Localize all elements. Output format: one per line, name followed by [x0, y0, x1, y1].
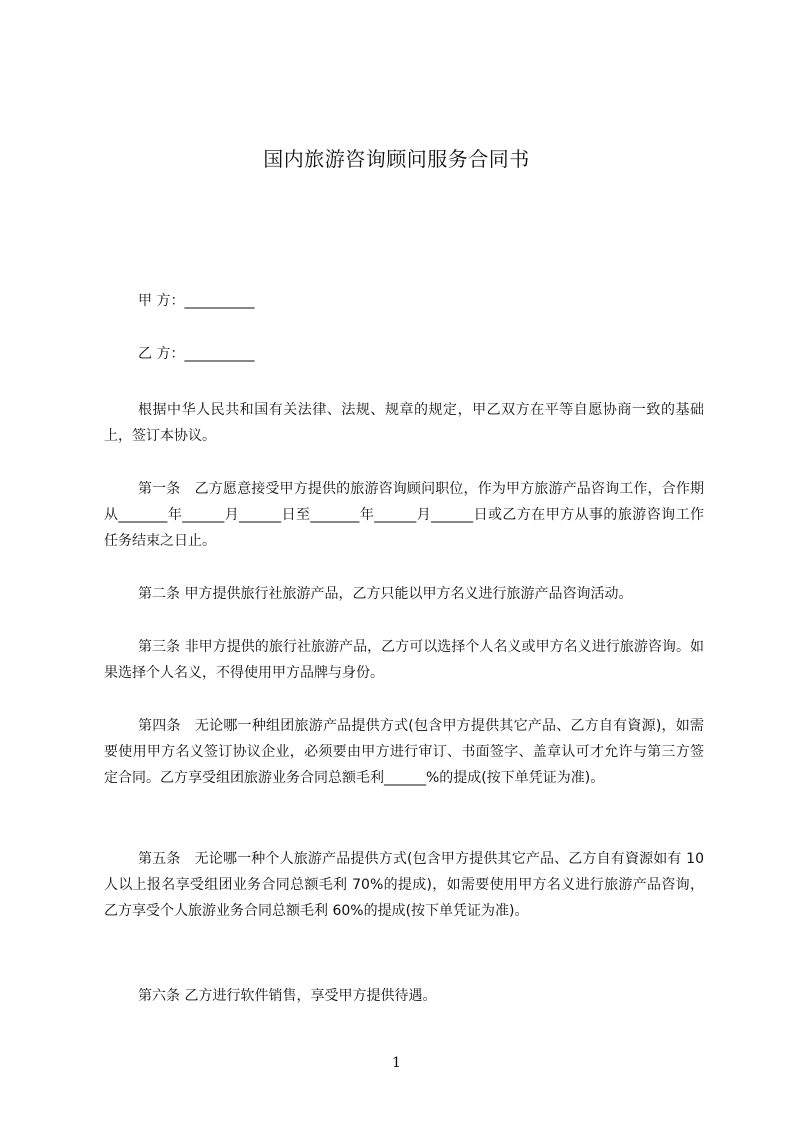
article-5: 第五条 无论哪一种个人旅游产品提供方式(包含甲方提供其它产品、乙方自有資源如有 10 人以上报名享受组团业务合同总额毛利 70%的提成)，如需要使用甲方名义进行旅游产品咨询，乙方享受个人旅游业务合同总额毛利 60%的提成(按下单凭证为准)。 — [104, 851, 704, 919]
article-2: 第二条 甲方提供旅行社旅游产品，乙方只能以甲方名义进行旅游产品咨询活动。 — [138, 586, 633, 602]
article-1: 第一条 乙方愿意接受甲方提供的旅游咨询顾问职位，作为甲方旅游产品咨询工作，合作期从_______年______月______日至_______年______月______日或乙方在甲方从事的旅游咨询工作任务结束之日止。 — [104, 481, 704, 549]
party-b-line: 乙 方：__________ — [138, 346, 255, 362]
party-a-line: 甲 方：__________ — [138, 293, 255, 309]
article-4: 第四条 无论哪一种组团旅游产品提供方式(包含甲方提供其它产品、乙方自有資源)，如需要使用甲方名义签订协议企业，必须要由甲方进行审订、书面签字、盖章认可才允许与第三方签定合同。乙方享受组团旅游业务合同总额毛利______%的提成(按下单凭证为准)。 — [104, 718, 704, 786]
page-number: 1 — [392, 1055, 401, 1071]
document-title: 国内旅游咨询顾问服务合同书 — [263, 147, 530, 171]
intro-paragraph: 根据中华人民共和国有关法律、法规、规章的规定，甲乙双方在平等自愿协商一致的基础上，签订本协议。 — [104, 402, 704, 444]
article-6: 第六条 乙方进行软件销售，享受甲方提供待遇。 — [138, 988, 437, 1004]
article-3: 第三条 非甲方提供的旅行社旅游产品，乙方可以选择个人名义或甲方名义进行旅游咨询。如果选择个人名义，不得使用甲方品牌与身份。 — [104, 639, 704, 681]
